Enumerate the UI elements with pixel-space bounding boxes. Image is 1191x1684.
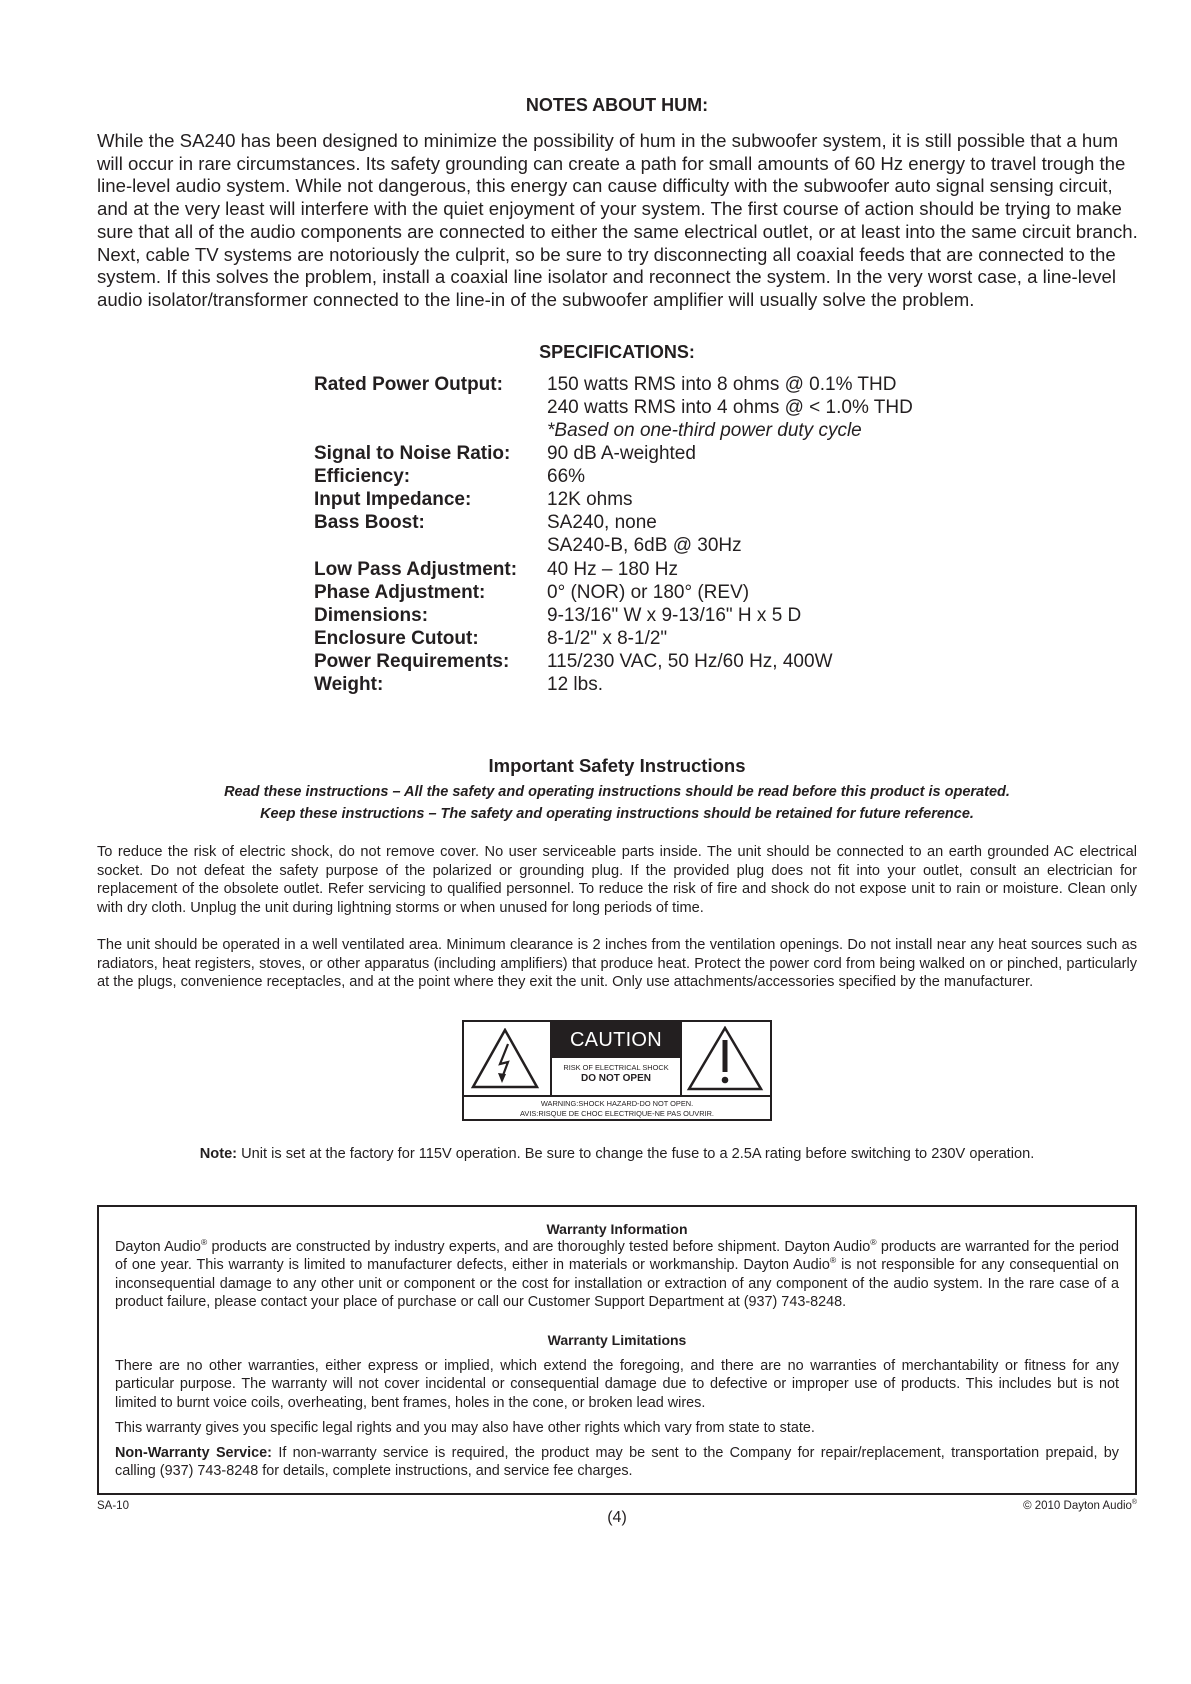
spec-value-bass-boost	[547, 511, 987, 557]
warranty-box	[97, 1205, 1137, 1495]
spec-value-low-pass: 40 Hz – 180 Hz	[547, 558, 678, 580]
spec-label-dimensions: Dimensions:	[314, 604, 429, 626]
registered-mark: ®	[1131, 1499, 1137, 1507]
spec-label-phase: Phase Adjustment:	[314, 581, 486, 603]
non-warranty-body: If non-warranty service is required, the product may be sent to the Company for repair/replacement, transportation prepaid, by calling (937) 743-8248 for details, complete instructions, and service fee charges.	[115, 1445, 1120, 1480]
spec-label-power-requirements: Power Requirements:	[314, 650, 510, 672]
caution-warning-strip	[464, 1095, 770, 1119]
spec-value-line: SA240-B, 6dB @ 30Hz	[547, 535, 742, 557]
fuse-note	[97, 1143, 1137, 1165]
safety-read-line: Read these instructions – All the safety and operating instructions should be read before this product is operated.	[224, 784, 1010, 800]
spec-label-weight: Weight:	[314, 673, 384, 695]
hum-heading: NOTES ABOUT HUM:	[525, 95, 709, 115]
warranty-info-segment: products are constructed by industry experts, and are thoroughly tested before shipment. Dayton Audio	[207, 1239, 871, 1255]
footer-copyright	[97, 1499, 1137, 1513]
registered-mark: ®	[200, 1237, 208, 1248]
caution-center-panel	[550, 1022, 682, 1095]
note-label: Note:	[199, 1146, 238, 1162]
footer-document-code: SA-10	[97, 1500, 129, 1512]
warranty-info-segment: Dayton Audio	[115, 1239, 201, 1255]
safety-keep-line: Keep these instructions – The safety and operating instructions should be retained for future reference.	[260, 806, 974, 822]
caution-warning-english: WARNING:SHOCK HAZARD-DO NOT OPEN.	[540, 1099, 694, 1108]
warranty-limitations-title: Warranty Limitations	[547, 1332, 687, 1348]
registered-mark: ®	[870, 1237, 877, 1248]
spec-value-input-impedance: 12K ohms	[547, 489, 633, 511]
spec-value-rated-power	[547, 373, 987, 442]
spec-value-dimensions: 9-13/16" W x 9-13/16" H x 5 D	[547, 604, 802, 626]
warranty-info-segment: products are warranted for the period of one year. This warranty is limited to manufacturer defects, either in materials or workmanship. Dayton Audio	[115, 1239, 1120, 1274]
exclamation-warning-icon	[686, 1026, 764, 1092]
spec-value-power-requirements: 115/230 VAC, 50 Hz/60 Hz, 400W	[547, 650, 833, 672]
warranty-information-text	[115, 1238, 1119, 1312]
warranty-information-title: Warranty Information	[546, 1221, 688, 1237]
spec-label-bass-boost: Bass Boost:	[314, 512, 425, 534]
spec-label-efficiency: Efficiency:	[314, 466, 411, 488]
safety-paragraph-ventilation: The unit should be operated in a well ventilated area. Minimum clearance is 2 inches from the ventilation openings. Do not install near any heat sources such as radiators, heat registers, stoves, or other apparatus (including amplifiers) that produce heat. Protect the power cord from being walked on or pinched, particularly at the plugs, convenience receptacles, and at the point where they exit the unit. Only use attachments/accessories specified by the manufacturer.	[97, 937, 1137, 991]
caution-warning-french: AVIS:RISQUE DE CHOC ELECTRIQUE-NE PAS OUVRIR.	[520, 1108, 714, 1118]
spec-label-low-pass: Low Pass Adjustment:	[314, 558, 518, 580]
copyright-text: © 2010 Dayton Audio	[1023, 1500, 1132, 1512]
spec-value-line: SA240, none	[547, 512, 657, 534]
safety-title: Important Safety Instructions	[488, 755, 746, 776]
specifications-table	[314, 373, 987, 696]
caution-label	[462, 1020, 772, 1121]
warranty-info-segment: is not responsible for any consequential on inconsequential damage to any other unit or component or the cost for installation or extraction of any component of the audio system. In the rare case of a product failure, please contact your place of purchase or call our Customer Support Department at (937) 743-8248.	[115, 1257, 1120, 1311]
spec-label-enclosure-cutout: Enclosure Cutout:	[314, 627, 479, 649]
hum-paragraph: While the SA240 has been designed to minimize the possibility of hum in the subwoofer system, it is still possible that a hum will occur in rare circumstances. Its safety grounding can create a path for small amounts of 60 Hz energy to travel trough the line-level audio system. While not dangerous, this energy can cause difficulty with the subwoofer auto signal sensing circuit, and at the very least will interfere with the quiet enjoyment of your system. The first course of action should be trying to make sure that all of the audio components are connected to either the same electrical outlet, or at least into the same circuit branch. Next, cable TV systems are notoriously the culprit, so be sure to try disconnecting all coaxial feeds that are connected to the system. If this solves the problem, install a coaxial line isolator and reconnect the system. In the very worst case, a line-level audio isolator/transformer connected to the line-in of the subwoofer amplifier will usually solve the problem.	[97, 130, 1138, 311]
footer-page-number: (4)	[607, 1509, 627, 1526]
spec-label-input-impedance: Input Impedance:	[314, 489, 472, 511]
non-warranty-label: Non-Warranty Service:	[115, 1445, 272, 1461]
non-warranty-service-text	[115, 1444, 1119, 1481]
caution-title: CAUTION	[552, 1022, 680, 1058]
spec-value-enclosure-cutout: 8-1/2" x 8-1/2"	[547, 627, 668, 649]
warranty-limitations-text: There are no other warranties, either express or implied, which extend the foregoing, and there are no warranties of merchantability or fitness for any particular purpose. The warranty will not cover incidental or consequential damage due to defective or improper use of products. This includes but is not limited to burnt voice coils, overheating, bent frames, holes in the cone, or broken lead wires.	[115, 1358, 1119, 1411]
registered-mark: ®	[829, 1255, 837, 1266]
note-text: Unit is set at the factory for 115V operation. Be sure to change the fuse to a 2.5A rating before switching to 230V operation.	[237, 1146, 1035, 1162]
caution-do-not-open: DO NOT OPEN	[580, 1073, 651, 1084]
spec-footnote: *Based on one-third power duty cycle	[547, 420, 862, 442]
safety-paragraph-shock: To reduce the risk of electric shock, do not remove cover. No user serviceable parts inside. The unit should be connected to an earth grounded AC electrical socket. Do not defeat the safety purpose of the polarized or grounding plug. If the provided plug does not fit into your outlet, consult an electrician for replacement of the obsolete outlet. Refer servicing to qualified personnel. To reduce the risk of fire and shock do not expose unit to rain or moisture. Clean only with dry cloth. Unplug the unit during lightning storms or when unused for long periods of time.	[97, 844, 1137, 917]
lightning-warning-icon	[470, 1028, 540, 1090]
spec-value-efficiency: 66%	[547, 466, 586, 488]
spec-value-phase: 0° (NOR) or 180° (REV)	[547, 581, 750, 603]
spec-value-line: 150 watts RMS into 8 ohms @ 0.1% THD	[547, 374, 897, 395]
specifications-heading: SPECIFICATIONS:	[539, 342, 695, 362]
spec-value-signal-noise: 90 dB A-weighted	[547, 443, 696, 465]
spec-label-signal-noise: Signal to Noise Ratio:	[314, 443, 511, 465]
warranty-rights-text: This warranty gives you specific legal rights and you may also have other rights which vary from state to state.	[115, 1420, 815, 1436]
caution-risk-text: RISK OF ELECTRICAL SHOCK	[563, 1063, 669, 1072]
spec-label-rated-power: Rated Power Output:	[314, 374, 503, 395]
spec-value-line: 240 watts RMS into 4 ohms @ < 1.0% THD	[547, 397, 913, 419]
spec-value-weight: 12 lbs.	[547, 673, 603, 695]
